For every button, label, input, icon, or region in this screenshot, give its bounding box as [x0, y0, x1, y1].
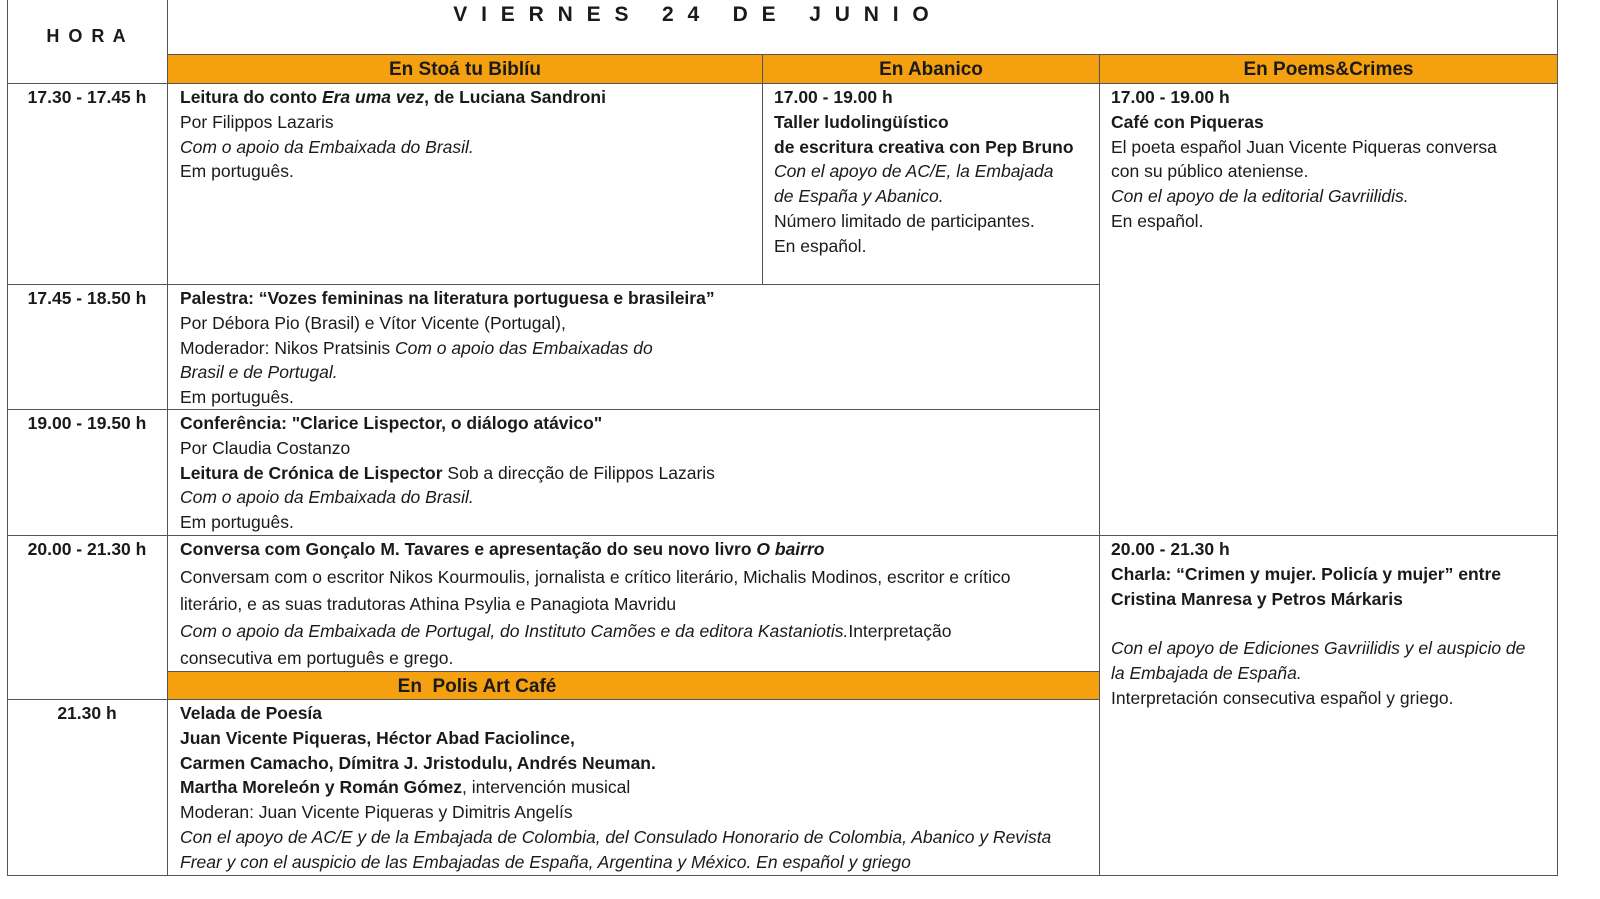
event-title: Conferência: "Clarice Lispector, o diálogo atávico" [180, 413, 603, 433]
event-desc-line-2: con su público ateniense. [1111, 161, 1309, 182]
event-support: Com o apoio da Embaixada do Brasil. [180, 136, 474, 157]
event-by: Por Claudia Costanzo [180, 437, 351, 458]
event-reading: Leitura de Crónica de Lispector Sob a direcção de Filippos Lazaris [180, 462, 715, 483]
event-poets-line-2: Carmen Camacho, Dímitra J. Jristodulu, Andrés Neuman. [180, 752, 656, 773]
time-slot-3: 19.00 - 19.50 h [27, 413, 147, 433]
venue-abanico: En Abanico [879, 59, 983, 80]
venue-polis: En Polis Art Café [397, 676, 557, 697]
event-language: En español. [774, 235, 867, 256]
event-title-line-2: Cristina Manresa y Petros Márkaris [1111, 588, 1403, 609]
event-time: 17.00 - 19.00 h [774, 87, 893, 107]
event-support: Con el apoyo de la editorial Gavriilidis. [1111, 186, 1409, 207]
event-support-line-2: Frear y con el auspicio de las Embajadas de España, Argentina y México. En español y griego [180, 851, 911, 872]
event-velada-poesia [180, 701, 1051, 875]
event-conferencia [180, 411, 715, 535]
event-conversa-tavares [180, 537, 1011, 672]
event-moderators: Moderan: Juan Vicente Piqueras y Dimitris Angelís [180, 802, 573, 823]
event-by: Por Filippos Lazaris [180, 111, 334, 132]
event-desc-line-2: literário, e as suas tradutoras Athina Psylia e Panagiota Mavridu [180, 593, 677, 614]
event-cafe-piqueras [1111, 85, 1497, 234]
event-language: En español. [1111, 210, 1204, 231]
event-music: Martha Moreleón y Román Gómez, intervención musical [180, 777, 631, 798]
venue-stoa: En Stoá tu Biblíu [389, 59, 541, 80]
time-slot-1: 17.30 - 17.45 h [27, 87, 147, 107]
hora-header: H O R A [46, 26, 128, 46]
time-slot-4: 20.00 - 21.30 h [27, 539, 147, 559]
event-limit: Número limitado de participantes. [774, 210, 1035, 231]
event-title: Velada de Poesía [180, 703, 323, 723]
event-time: 17.00 - 19.00 h [1111, 87, 1230, 107]
event-language: Em português. [180, 387, 294, 408]
event-palestra [180, 286, 715, 410]
event-support-line-1: Con el apoyo de AC/E y de la Embajada de Colombia, del Consulado Honorario de Colombia, Abanico y Revista [180, 826, 1052, 847]
event-title-line-1: Charla: “Crimen y mujer. Policía y mujer” entre [1111, 563, 1501, 584]
event-charla-crimen [1111, 537, 1525, 711]
event-language: Em português. [180, 161, 294, 182]
day-header: V I E R N E S 2 4 D E J U N I O [453, 3, 933, 26]
event-title: Leitura do conto Era uma vez, de Luciana Sandroni [180, 87, 606, 107]
event-moderator: Moderador: Nikos Pratsinis Com o apoio das Embaixadas do [180, 337, 653, 358]
event-title: Café con Piqueras [1111, 111, 1264, 132]
event-title: Conversa com Gonçalo M. Tavares e apresentação do seu novo livro O bairro [180, 539, 825, 559]
event-by: Por Débora Pio (Brasil) e Vítor Vicente (Portugal), [180, 312, 566, 333]
event-language: Em português. [180, 512, 294, 533]
event-time: 20.00 - 21.30 h [1111, 539, 1230, 559]
event-taller-ludolinguistico [774, 85, 1074, 259]
event-desc-line-1: Conversam com o escritor Nikos Kourmoulis, jornalista e crítico literário, Michalis Modinos, escritor e crítico [180, 566, 1011, 587]
event-interpretation: Interpretación consecutiva español y griego. [1111, 687, 1454, 708]
event-support-line-2: la Embajada de España. [1111, 662, 1302, 683]
event-desc-line-1: El poeta español Juan Vicente Piqueras conversa [1111, 136, 1497, 157]
event-support-line-1: Con el apoyo de AC/E, la Embajada [774, 161, 1054, 182]
event-leitura-conto [180, 85, 606, 184]
event-poets-line-1: Juan Vicente Piqueras, Héctor Abad Faciolince, [180, 727, 575, 748]
event-support: Brasil e de Portugal. [180, 362, 338, 383]
event-title-line-1: Taller ludolingüístico [774, 111, 949, 132]
time-slot-2: 17.45 - 18.50 h [27, 288, 147, 308]
event-title: Palestra: “Vozes femininas na literatura portuguesa e brasileira” [180, 288, 715, 308]
event-title-line-2: de escritura creativa con Pep Bruno [774, 136, 1074, 157]
venue-poems-crimes: En Poems&Crimes [1243, 59, 1414, 80]
time-slot-5: 21.30 h [57, 703, 117, 723]
event-support-line-1: Con el apoyo de Ediciones Gavriilidis y el auspicio de [1111, 638, 1526, 659]
event-interpretation: consecutiva em português e grego. [180, 647, 454, 668]
event-support-line-2: de España y Abanico. [774, 186, 944, 207]
event-support: Com o apoio da Embaixada do Brasil. [180, 487, 474, 508]
event-support: Com o apoio da Embaixada de Portugal, do Instituto Camões e da editora Kastaniotis.Interpretação [180, 620, 952, 641]
